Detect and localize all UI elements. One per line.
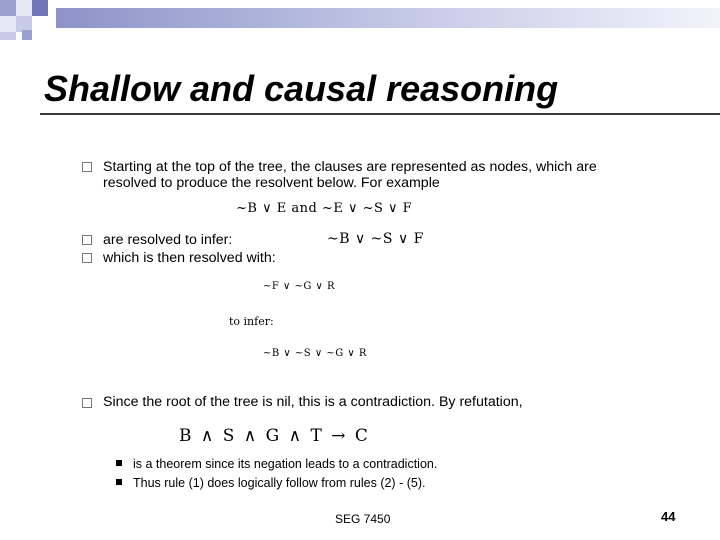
bullet-text: Since the root of the tree is nil, this is a contradiction. By refutation, bbox=[103, 394, 523, 410]
formula-rule: B ∧ S ∧ G ∧ T → C bbox=[179, 426, 370, 446]
bullet-marker bbox=[82, 235, 92, 245]
bullet-marker bbox=[82, 162, 92, 172]
decor-square bbox=[32, 0, 48, 16]
sub-bullet-text: Thus rule (1) does logically follow from rules (2) - (5). bbox=[133, 476, 426, 490]
slide-title: Shallow and causal reasoning bbox=[44, 68, 559, 109]
decor-square bbox=[0, 0, 16, 16]
decor-square bbox=[16, 0, 32, 16]
page-number: 44 bbox=[661, 509, 676, 524]
bullet-text: which is then resolved with: bbox=[103, 250, 276, 266]
to-infer-label: to infer: bbox=[229, 315, 274, 328]
footer-text: SEG 7450 bbox=[335, 512, 391, 526]
sub-bullet-marker bbox=[116, 479, 122, 485]
formula-resolve-with: ~F ∨ ~G ∨ R bbox=[263, 281, 336, 292]
bullet-text: Starting at the top of the tree, the clauses are represented as nodes, which are bbox=[103, 159, 597, 175]
bullet-marker bbox=[82, 253, 92, 263]
header-decoration bbox=[0, 0, 720, 40]
bullet-text: resolved to produce the resolvent below. For example bbox=[103, 175, 440, 191]
title-rule bbox=[40, 113, 720, 115]
formula-inferred-2: ~B ∨ ~S ∨ ~G ∨ R bbox=[263, 348, 367, 359]
bullet-marker bbox=[82, 398, 92, 408]
bullet-text: are resolved to infer: bbox=[103, 232, 233, 248]
sub-bullet-text: is a theorem since its negation leads to a contradiction. bbox=[133, 457, 438, 471]
decor-square bbox=[22, 30, 32, 40]
decor-square bbox=[0, 32, 16, 40]
formula-clauses-example: ~B ∨ E and ~E ∨ ~S ∨ F bbox=[236, 201, 413, 216]
formula-inferred-1: ~B ∨ ~S ∨ F bbox=[327, 231, 424, 247]
decor-square bbox=[0, 16, 16, 32]
sub-bullet-marker bbox=[116, 460, 122, 466]
decor-band bbox=[56, 8, 720, 28]
